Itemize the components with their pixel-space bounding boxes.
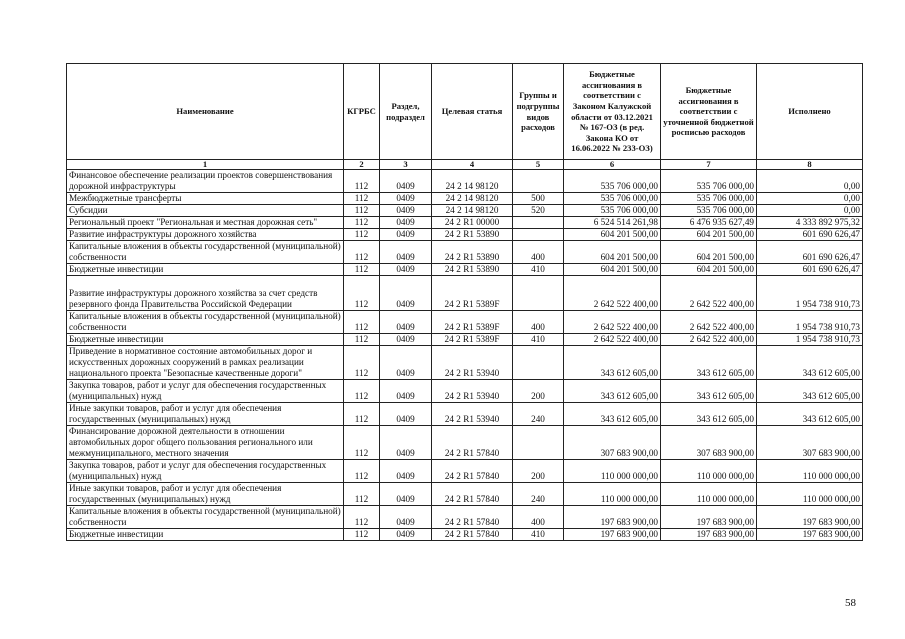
- row-law-amount: 197 683 900,00: [564, 506, 661, 529]
- row-section: 0409: [380, 460, 432, 483]
- row-section: 0409: [380, 403, 432, 426]
- row-name: Финансирование дорожной деятельности в отношении автомобильных дорог общего пользования регионального или межмуниципального, местного значения: [67, 426, 344, 460]
- row-section: 0409: [380, 483, 432, 506]
- row-name: Капитальные вложения в объекты государственной (муниципальной) собственности: [67, 506, 344, 529]
- row-target-article: 24 2 R1 5389F: [432, 311, 513, 334]
- row-revised-amount: 535 706 000,00: [661, 205, 757, 217]
- row-revised-amount: 343 612 605,00: [661, 380, 757, 403]
- row-kgrbs: 112: [344, 506, 380, 529]
- row-name: Бюджетные инвестиции: [67, 529, 344, 541]
- row-revised-amount: 307 683 900,00: [661, 426, 757, 460]
- row-name: Капитальные вложения в объекты государственной (муниципальной) собственности: [67, 311, 344, 334]
- row-kgrbs: 112: [344, 334, 380, 346]
- row-section: 0409: [380, 276, 432, 311]
- row-executed-amount: 197 683 900,00: [757, 506, 863, 529]
- row-kgrbs: 112: [344, 311, 380, 334]
- table-row: [67, 346, 863, 380]
- row-kgrbs: 112: [344, 483, 380, 506]
- table-row: [67, 529, 863, 541]
- table-row: [67, 264, 863, 276]
- row-section: 0409: [380, 193, 432, 205]
- column-number: 8: [757, 160, 863, 170]
- row-section: 0409: [380, 229, 432, 241]
- column-number: 2: [344, 160, 380, 170]
- row-revised-amount: 110 000 000,00: [661, 483, 757, 506]
- row-revised-amount: 6 476 935 627,49: [661, 217, 757, 229]
- row-name: Иные закупки товаров, работ и услуг для обеспечения государственных (муниципальных) нужд: [67, 403, 344, 426]
- row-kgrbs: 112: [344, 170, 380, 193]
- row-expense-type: 400: [513, 311, 564, 334]
- row-revised-amount: 343 612 605,00: [661, 403, 757, 426]
- table-row: [67, 193, 863, 205]
- row-target-article: 24 2 R1 57840: [432, 529, 513, 541]
- column-number: 4: [432, 160, 513, 170]
- row-section: 0409: [380, 334, 432, 346]
- row-section: 0409: [380, 529, 432, 541]
- row-name: Бюджетные инвестиции: [67, 264, 344, 276]
- table-body: [67, 170, 863, 541]
- row-name: Финансовое обеспечение реализации проектов совершенствования дорожной инфраструктуры: [67, 170, 344, 193]
- row-kgrbs: 112: [344, 426, 380, 460]
- row-section: 0409: [380, 506, 432, 529]
- row-expense-type: 410: [513, 334, 564, 346]
- row-kgrbs: 112: [344, 276, 380, 311]
- row-kgrbs: 112: [344, 346, 380, 380]
- row-executed-amount: 343 612 605,00: [757, 403, 863, 426]
- row-law-amount: 535 706 000,00: [564, 205, 661, 217]
- row-target-article: 24 2 R1 53890: [432, 241, 513, 264]
- row-law-amount: 2 642 522 400,00: [564, 276, 661, 311]
- row-target-article: 24 2 R1 53940: [432, 403, 513, 426]
- row-kgrbs: 112: [344, 264, 380, 276]
- row-expense-type: [513, 170, 564, 193]
- column-number-row: [67, 160, 863, 170]
- header-target-article: Целевая статья: [432, 64, 513, 160]
- row-revised-amount: 197 683 900,00: [661, 529, 757, 541]
- row-name: Приведение в нормативное состояние автомобильных дорог и искусственных дорожных сооружений в рамках реализации национального проекта "Безопасные качественные дороги": [67, 346, 344, 380]
- row-executed-amount: 4 333 892 975,32: [757, 217, 863, 229]
- row-executed-amount: 343 612 605,00: [757, 346, 863, 380]
- row-name: Иные закупки товаров, работ и услуг для обеспечения государственных (муниципальных) нужд: [67, 483, 344, 506]
- row-name: Межбюджетные трансферты: [67, 193, 344, 205]
- row-revised-amount: 2 642 522 400,00: [661, 334, 757, 346]
- row-expense-type: 200: [513, 380, 564, 403]
- row-section: 0409: [380, 205, 432, 217]
- row-executed-amount: 0,00: [757, 193, 863, 205]
- row-kgrbs: 112: [344, 205, 380, 217]
- row-expense-type: [513, 426, 564, 460]
- row-name: Региональный проект "Региональная и местная дорожная сеть": [67, 217, 344, 229]
- row-name: Развитие инфраструктуры дорожного хозяйства за счет средств резервного фонда Правительства Российской Федерации: [67, 276, 344, 311]
- row-expense-type: 410: [513, 529, 564, 541]
- row-law-amount: 604 201 500,00: [564, 241, 661, 264]
- row-expense-type: 410: [513, 264, 564, 276]
- row-target-article: 24 2 14 98120: [432, 170, 513, 193]
- table-row: [67, 229, 863, 241]
- row-law-amount: 604 201 500,00: [564, 264, 661, 276]
- row-expense-type: 400: [513, 241, 564, 264]
- table-row: [67, 276, 863, 311]
- row-expense-type: 200: [513, 460, 564, 483]
- row-revised-amount: 2 642 522 400,00: [661, 311, 757, 334]
- row-target-article: 24 2 R1 53890: [432, 264, 513, 276]
- row-target-article: 24 2 R1 57840: [432, 460, 513, 483]
- table-row: [67, 241, 863, 264]
- row-law-amount: 2 642 522 400,00: [564, 311, 661, 334]
- row-executed-amount: 601 690 626,47: [757, 241, 863, 264]
- column-number: 1: [67, 160, 344, 170]
- column-number: 6: [564, 160, 661, 170]
- row-law-amount: 604 201 500,00: [564, 229, 661, 241]
- header-kgrbs: КГРБС: [344, 64, 380, 160]
- table-row: [67, 426, 863, 460]
- row-section: 0409: [380, 241, 432, 264]
- row-section: 0409: [380, 217, 432, 229]
- row-section: 0409: [380, 346, 432, 380]
- row-kgrbs: 112: [344, 380, 380, 403]
- row-executed-amount: 1 954 738 910,73: [757, 334, 863, 346]
- row-name: Капитальные вложения в объекты государственной (муниципальной) собственности: [67, 241, 344, 264]
- table-row: [67, 311, 863, 334]
- row-law-amount: 2 642 522 400,00: [564, 334, 661, 346]
- row-revised-amount: 535 706 000,00: [661, 193, 757, 205]
- header-executed: Исполнено: [757, 64, 863, 160]
- header-expense-type: Группы и подгруппы видов расходов: [513, 64, 564, 160]
- row-law-amount: 535 706 000,00: [564, 170, 661, 193]
- column-number: 3: [380, 160, 432, 170]
- budget-table: [66, 63, 863, 541]
- row-section: 0409: [380, 311, 432, 334]
- row-executed-amount: 1 954 738 910,73: [757, 276, 863, 311]
- row-law-amount: 343 612 605,00: [564, 346, 661, 380]
- header-section: Раздел, подраздел: [380, 64, 432, 160]
- row-expense-type: [513, 276, 564, 311]
- table-header-row: [67, 64, 863, 160]
- row-expense-type: [513, 346, 564, 380]
- row-target-article: 24 2 R1 5389F: [432, 334, 513, 346]
- column-number: 7: [661, 160, 757, 170]
- row-law-amount: 6 524 514 261,98: [564, 217, 661, 229]
- row-kgrbs: 112: [344, 229, 380, 241]
- row-executed-amount: 110 000 000,00: [757, 483, 863, 506]
- row-target-article: 24 2 R1 00000: [432, 217, 513, 229]
- row-target-article: 24 2 R1 57840: [432, 483, 513, 506]
- row-name: Закупка товаров, работ и услуг для обеспечения государственных (муниципальных) нужд: [67, 460, 344, 483]
- row-executed-amount: 343 612 605,00: [757, 380, 863, 403]
- table-row: [67, 483, 863, 506]
- row-name: Закупка товаров, работ и услуг для обеспечения государственных (муниципальных) нужд: [67, 380, 344, 403]
- row-executed-amount: 1 954 738 910,73: [757, 311, 863, 334]
- row-expense-type: 240: [513, 403, 564, 426]
- table-row: [67, 170, 863, 193]
- header-law-allocations: Бюджетные ассигнования в соответствии с Законом Калужской области от 03.12.2021 № 167-ОЗ (в ред. Закона КО от 16.06.2022 № 233-ОЗ): [564, 64, 661, 160]
- row-target-article: 24 2 R1 5389F: [432, 276, 513, 311]
- header-name: Наименование: [67, 64, 344, 160]
- row-executed-amount: 601 690 626,47: [757, 264, 863, 276]
- page-number: 58: [845, 597, 856, 609]
- row-executed-amount: 601 690 626,47: [757, 229, 863, 241]
- row-executed-amount: 0,00: [757, 205, 863, 217]
- row-expense-type: 400: [513, 506, 564, 529]
- row-law-amount: 110 000 000,00: [564, 460, 661, 483]
- row-name: Развитие инфраструктуры дорожного хозяйства: [67, 229, 344, 241]
- row-law-amount: 307 683 900,00: [564, 426, 661, 460]
- row-revised-amount: 604 201 500,00: [661, 264, 757, 276]
- row-target-article: 24 2 R1 57840: [432, 506, 513, 529]
- row-revised-amount: 535 706 000,00: [661, 170, 757, 193]
- row-executed-amount: 197 683 900,00: [757, 529, 863, 541]
- row-section: 0409: [380, 170, 432, 193]
- row-revised-amount: 2 642 522 400,00: [661, 276, 757, 311]
- row-revised-amount: 343 612 605,00: [661, 346, 757, 380]
- row-kgrbs: 112: [344, 217, 380, 229]
- row-revised-amount: 110 000 000,00: [661, 460, 757, 483]
- row-target-article: 24 2 R1 53940: [432, 380, 513, 403]
- row-revised-amount: 604 201 500,00: [661, 241, 757, 264]
- row-section: 0409: [380, 380, 432, 403]
- table-row: [67, 217, 863, 229]
- row-expense-type: 240: [513, 483, 564, 506]
- table-row: [67, 460, 863, 483]
- row-expense-type: 520: [513, 205, 564, 217]
- row-executed-amount: 307 683 900,00: [757, 426, 863, 460]
- row-kgrbs: 112: [344, 403, 380, 426]
- table-row: [67, 334, 863, 346]
- row-law-amount: 110 000 000,00: [564, 483, 661, 506]
- row-name: Бюджетные инвестиции: [67, 334, 344, 346]
- row-expense-type: 500: [513, 193, 564, 205]
- table-row: [67, 506, 863, 529]
- row-kgrbs: 112: [344, 529, 380, 541]
- row-target-article: 24 2 R1 53940: [432, 346, 513, 380]
- row-target-article: 24 2 14 98120: [432, 193, 513, 205]
- row-name: Субсидии: [67, 205, 344, 217]
- row-executed-amount: 110 000 000,00: [757, 460, 863, 483]
- row-executed-amount: 0,00: [757, 170, 863, 193]
- row-expense-type: [513, 217, 564, 229]
- row-expense-type: [513, 229, 564, 241]
- table-row: [67, 403, 863, 426]
- column-number: 5: [513, 160, 564, 170]
- row-law-amount: 343 612 605,00: [564, 380, 661, 403]
- row-revised-amount: 197 683 900,00: [661, 506, 757, 529]
- header-revised-allocations: Бюджетные ассигнования в соответствии с уточненной бюджетной росписью расходов: [661, 64, 757, 160]
- row-kgrbs: 112: [344, 460, 380, 483]
- row-target-article: 24 2 14 98120: [432, 205, 513, 217]
- row-section: 0409: [380, 264, 432, 276]
- table-row: [67, 205, 863, 217]
- row-kgrbs: 112: [344, 241, 380, 264]
- row-target-article: 24 2 R1 53890: [432, 229, 513, 241]
- table-row: [67, 380, 863, 403]
- row-target-article: 24 2 R1 57840: [432, 426, 513, 460]
- row-law-amount: 343 612 605,00: [564, 403, 661, 426]
- row-kgrbs: 112: [344, 193, 380, 205]
- row-section: 0409: [380, 426, 432, 460]
- row-revised-amount: 604 201 500,00: [661, 229, 757, 241]
- row-law-amount: 197 683 900,00: [564, 529, 661, 541]
- row-law-amount: 535 706 000,00: [564, 193, 661, 205]
